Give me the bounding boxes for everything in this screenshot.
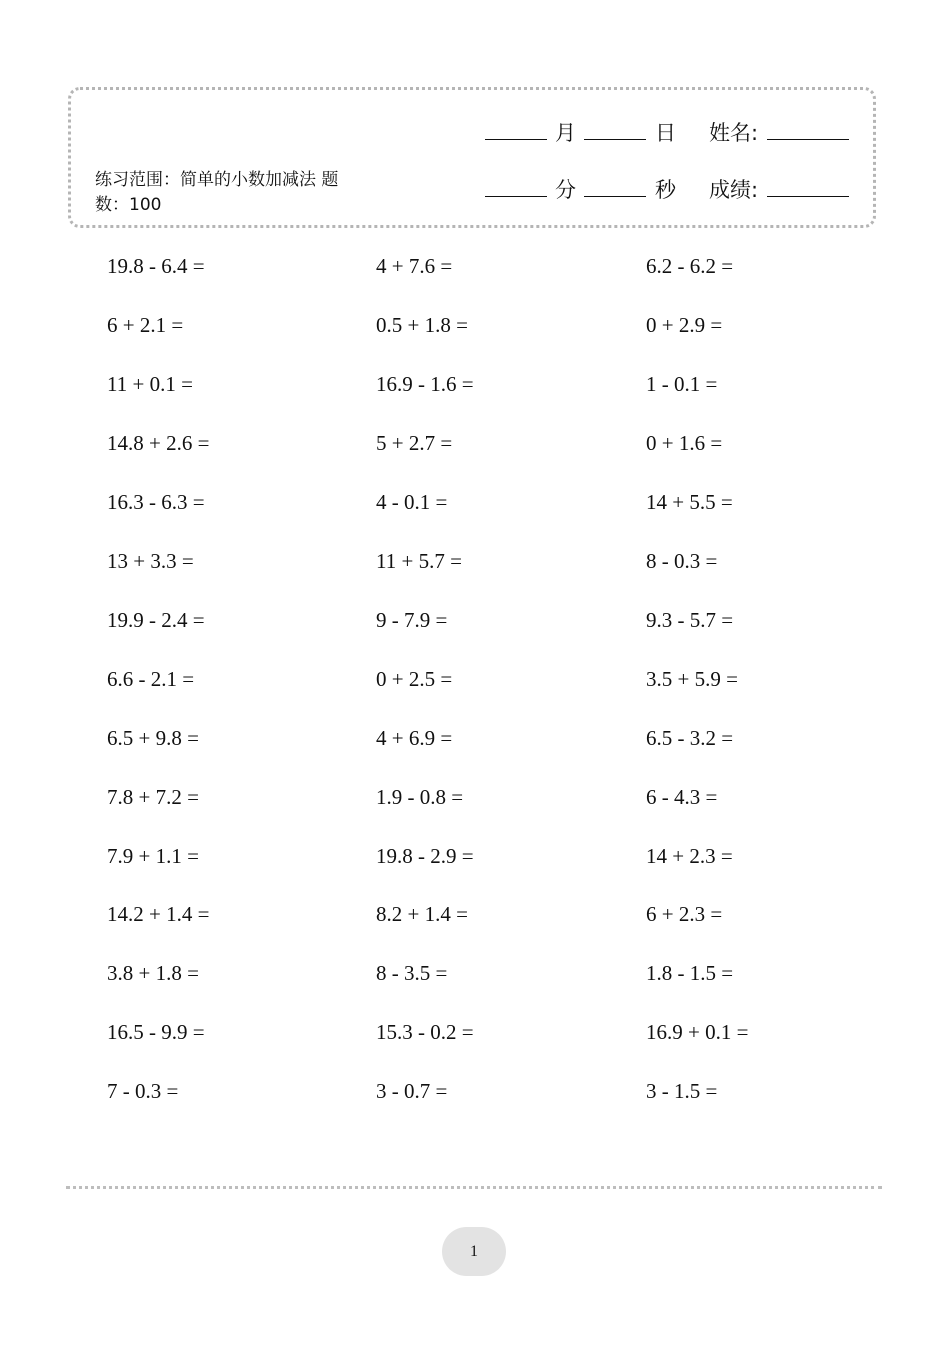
problem-item: 3 - 0.7 = [376,1079,448,1103]
problem-item: 8.2 + 1.4 = [376,902,468,926]
problem-item: 4 - 0.1 = [376,490,448,514]
problem-item: 5 + 2.7 = [376,431,453,455]
problem-item: 6.2 - 6.2 = [646,254,734,278]
problem-item: 15.3 - 0.2 = [376,1020,474,1044]
footer-divider [66,1186,882,1189]
problem-item: 6.5 + 9.8 = [107,726,199,750]
problem-item: 3.5 + 5.9 = [646,667,738,691]
problem-item: 14.2 + 1.4 = [107,902,210,926]
problem-item: 7.8 + 7.2 = [107,785,199,809]
problem-item: 14 + 2.3 = [646,844,733,868]
problem-item: 0 + 1.6 = [646,431,723,455]
problem-item: 1 - 0.1 = [646,372,718,396]
problem-item: 4 + 6.9 = [376,726,453,750]
problem-item: 16.5 - 9.9 = [107,1020,205,1044]
problem-item: 3 - 1.5 = [646,1079,718,1103]
name-label: 姓名: [709,121,759,145]
month-label: 月 [555,121,576,145]
problem-item: 9 - 7.9 = [376,608,448,632]
problem-item: 6 + 2.1 = [107,313,184,337]
problem-item: 0.5 + 1.8 = [376,313,468,337]
day-blank[interactable] [584,139,646,140]
problem-item: 11 + 0.1 = [107,372,193,396]
name-blank[interactable] [767,139,849,140]
problem-item: 19.9 - 2.4 = [107,608,205,632]
problem-item: 11 + 5.7 = [376,549,462,573]
problem-item: 16.9 - 1.6 = [376,372,474,396]
page-number: 1 [470,1242,478,1260]
score-label: 成绩: [709,178,759,202]
problem-item: 6 - 4.3 = [646,785,718,809]
page-number-badge [442,1227,506,1276]
problem-item: 14.8 + 2.6 = [107,431,210,455]
problem-item: 1.9 - 0.8 = [376,785,464,809]
problem-item: 7.9 + 1.1 = [107,844,199,868]
practice-range-text: 练习范围：简单的小数加减法 题数：100 [95,170,339,215]
problem-item: 14 + 5.5 = [646,490,733,514]
score-blank[interactable] [767,196,849,197]
problem-item: 16.9 + 0.1 = [646,1020,749,1044]
minute-label: 分 [555,178,576,202]
day-label: 日 [655,121,676,145]
problem-item: 6.5 - 3.2 = [646,726,734,750]
minute-blank[interactable] [485,196,547,197]
month-blank[interactable] [485,139,547,140]
problem-item: 9.3 - 5.7 = [646,608,734,632]
problem-item: 1.8 - 1.5 = [646,961,734,985]
problem-item: 16.3 - 6.3 = [107,490,205,514]
problem-item: 0 + 2.5 = [376,667,453,691]
second-label: 秒 [655,178,676,202]
problem-item: 19.8 - 6.4 = [107,254,205,278]
problem-item: 8 - 0.3 = [646,549,718,573]
second-blank[interactable] [584,196,646,197]
problem-item: 0 + 2.9 = [646,313,723,337]
problem-item: 3.8 + 1.8 = [107,961,199,985]
problem-item: 13 + 3.3 = [107,549,194,573]
problem-item: 6 + 2.3 = [646,902,723,926]
problem-item: 7 - 0.3 = [107,1079,179,1103]
problem-item: 6.6 - 2.1 = [107,667,195,691]
problem-item: 8 - 3.5 = [376,961,448,985]
problem-item: 19.8 - 2.9 = [376,844,474,868]
problem-item: 4 + 7.6 = [376,254,453,278]
